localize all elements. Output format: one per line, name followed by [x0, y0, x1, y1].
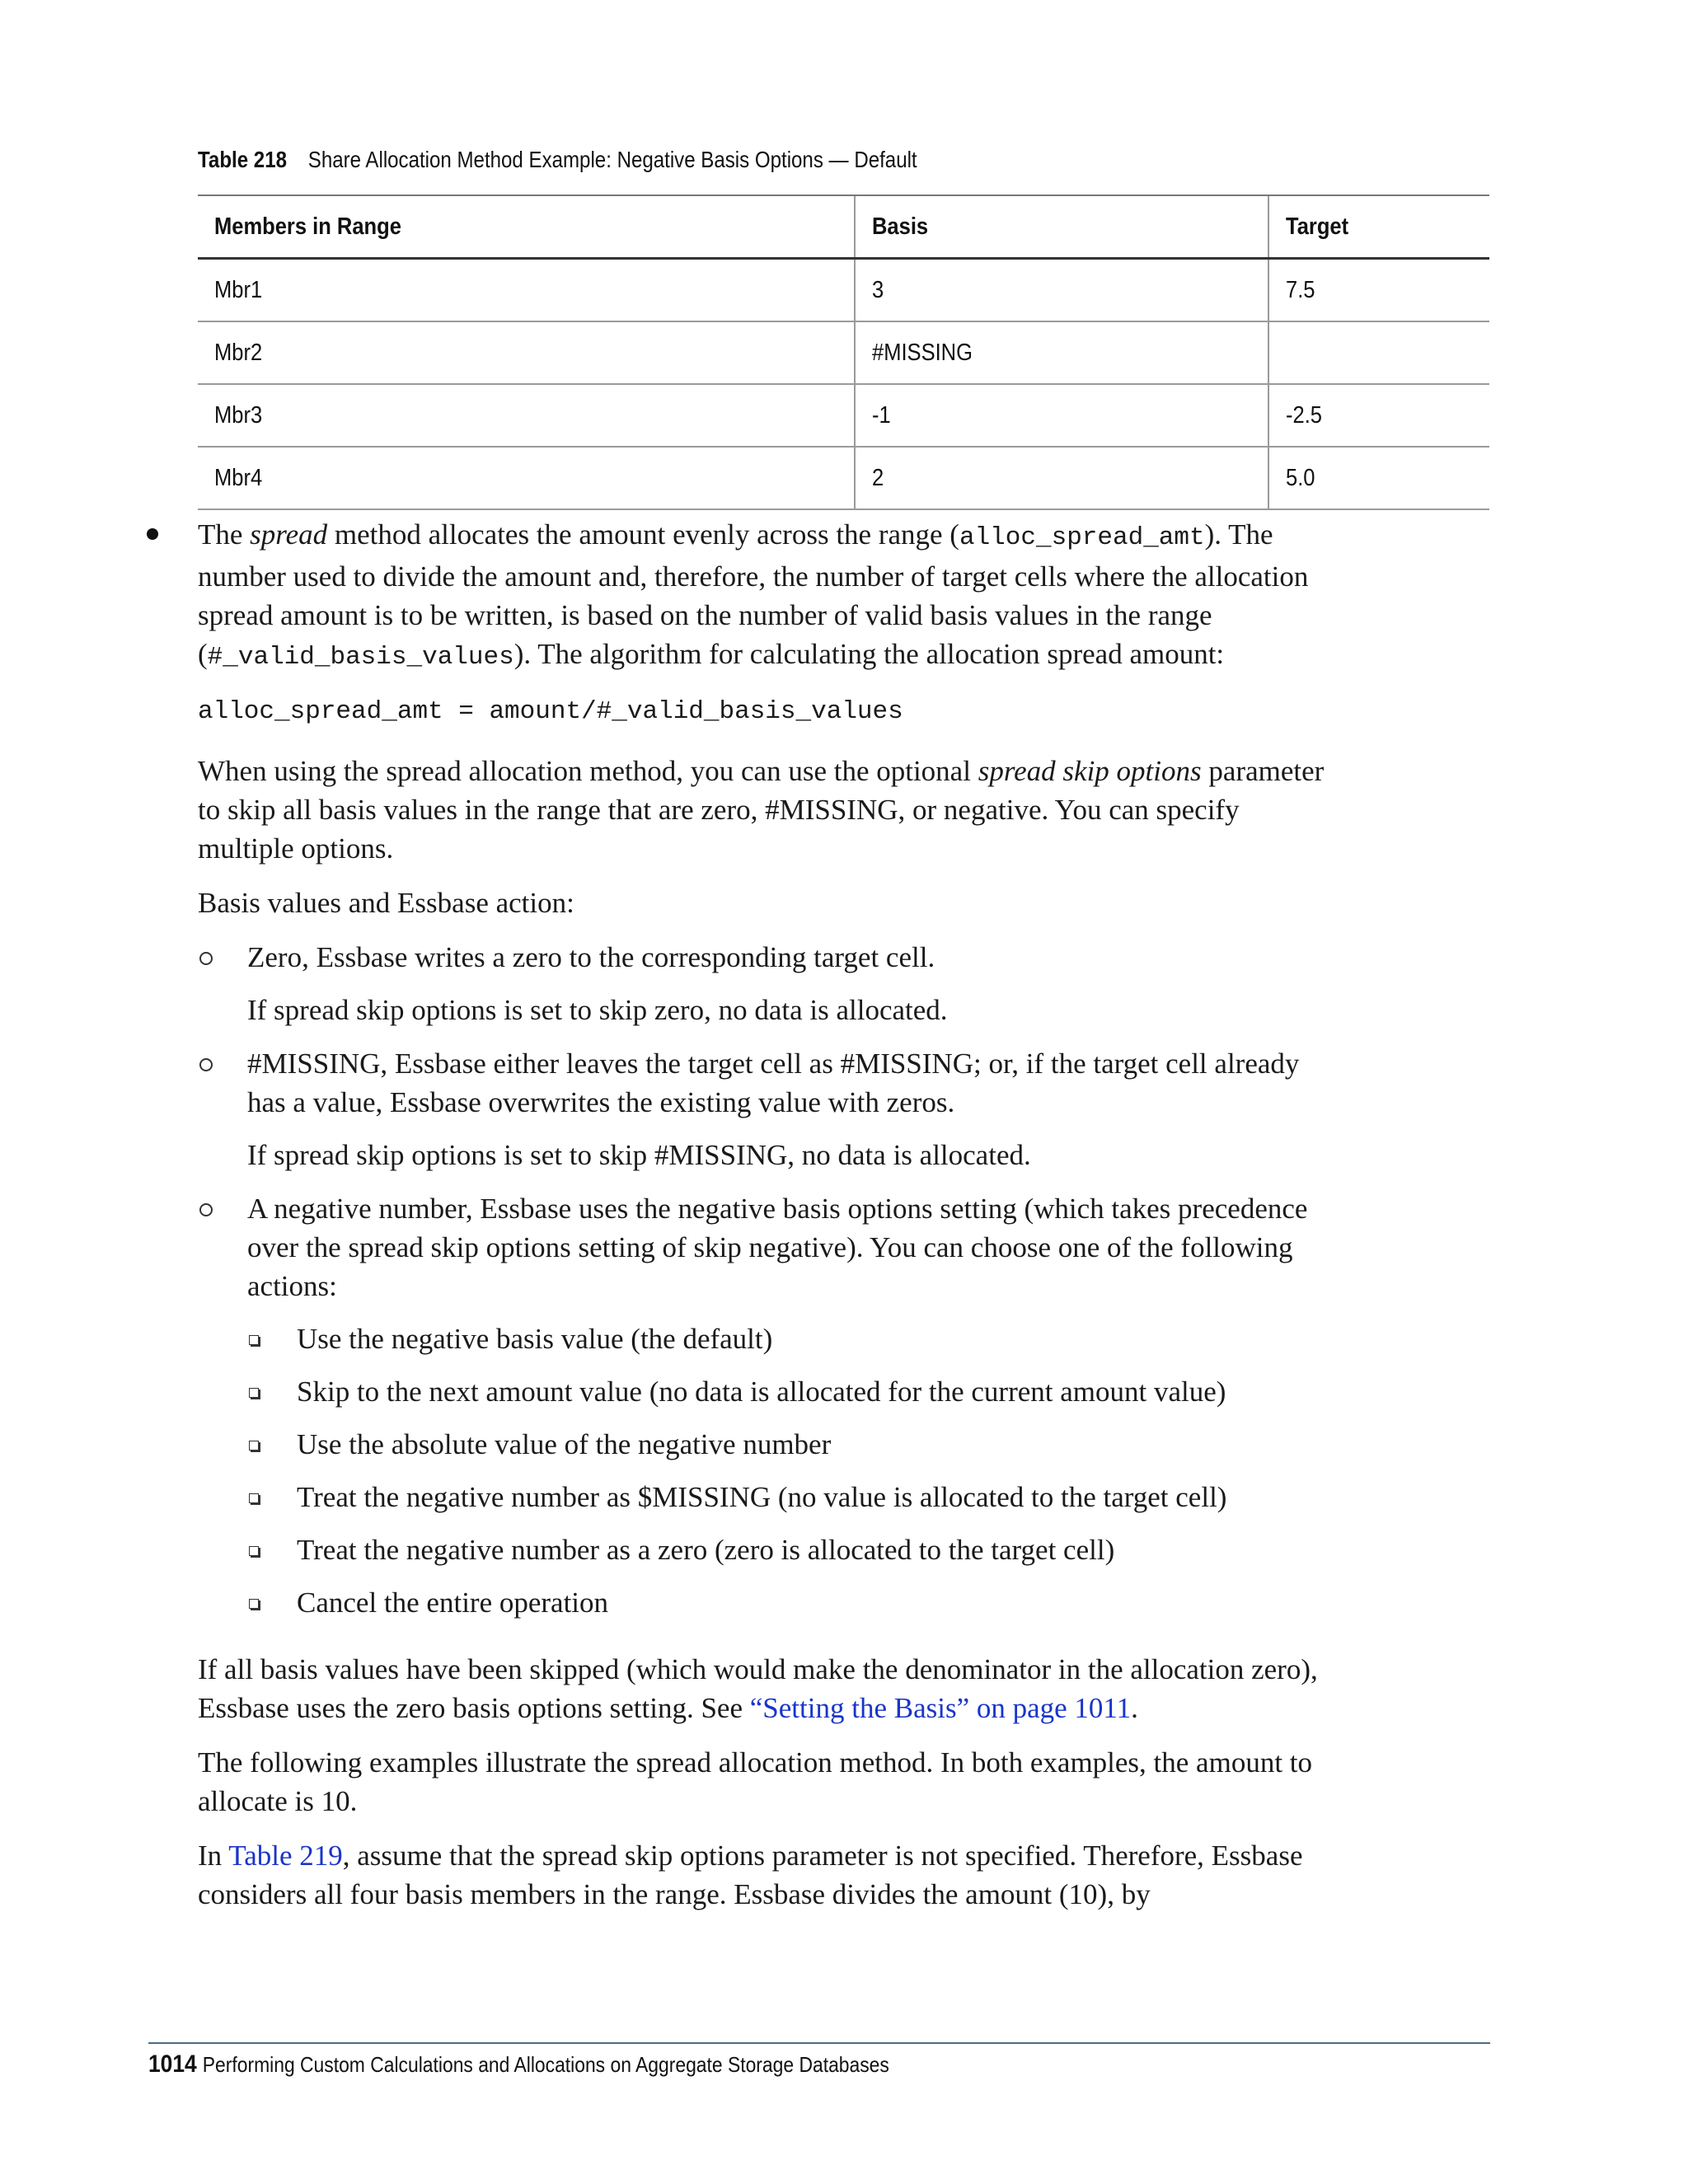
- list-item: Treat the negative number as $MISSING (no value is allocated to the target cell): [247, 1478, 1327, 1516]
- setting-the-basis-link[interactable]: “Setting the Basis” on page 1011: [749, 1692, 1132, 1724]
- allocation-table: [198, 194, 1489, 510]
- table-caption: [198, 147, 917, 173]
- column-header-members: Members in Range: [198, 195, 855, 259]
- bullet-icon: [147, 528, 158, 540]
- square-bullet-icon: [249, 1441, 259, 1451]
- table-cell: 7.5: [1268, 259, 1489, 322]
- table-row: [198, 321, 1489, 384]
- table-cell: Mbr1: [198, 259, 855, 322]
- skip-options-paragraph: When using the spread allocation method, you can use the optional spread skip options parameter to skip all basis values in the range that are zero, #MISSING, or negative. You can specify multiple options.: [198, 755, 1325, 865]
- square-bullet-icon: [249, 1546, 259, 1556]
- page-number: 1014: [148, 2050, 197, 2078]
- examples-paragraph: The following examples illustrate the spread allocation method. In both examples, the amount to allocate is 10.: [198, 1746, 1313, 1817]
- footer-divider: [148, 2042, 1490, 2044]
- table-219-paragraph: In Table 219, assume that the spread skip options parameter is not specified. Therefore, Essbase considers all four basis members in the range. Essbase divides the amount (10), by: [198, 1840, 1303, 1910]
- column-header-basis: Basis: [855, 195, 1268, 259]
- list-item: A negative number, Essbase uses the negative basis options setting (which takes precedence over the spread skip options setting of skip negative). You can choose one of the following actions: Use the negative basis value (the default) Skip to the next amount value (no data is allocated for the current amount value) Use the absolute value of the negative number Treat the negative number as $MISSING (no value is allocated to the target cell) Treat the negative number as a zero (zero is allocated to the target cell) Cancel the entire operation: [198, 1189, 1327, 1622]
- table-cell: #MISSING: [855, 321, 1268, 384]
- table-cell: 3: [855, 259, 1268, 322]
- list-item: Skip to the next amount value (no data is allocated for the current amount value): [247, 1372, 1327, 1411]
- table-cell: Mbr4: [198, 447, 855, 509]
- table-row: [198, 447, 1489, 509]
- square-bullet-icon: [249, 1388, 259, 1398]
- table-cell: -2.5: [1268, 384, 1489, 447]
- list-item: Use the negative basis value (the default): [247, 1319, 1327, 1358]
- table-cell: [1268, 321, 1489, 384]
- list-item: Cancel the entire operation: [247, 1583, 1327, 1622]
- spread-method-paragraph: The spread method allocates the amount evenly across the range (alloc_spread_amt). The number used to divide the amount and, therefore, the number of target cells where the allocation spread amount is to be written, is based on the number of valid basis values in the range (#_valid_basis_values). The algorithm for calculating the allocation spread amount:: [198, 515, 1327, 677]
- table-caption-number: Table 218: [198, 147, 287, 172]
- zero-basis-paragraph: If all basis values have been skipped (which would make the denominator in the allocation zero), Essbase uses the zero basis options setting. See “Setting the Basis” on page 1011.: [198, 1653, 1318, 1724]
- list-item: Use the absolute value of the negative number: [247, 1425, 1327, 1464]
- table-header-row: [198, 195, 1489, 259]
- list-item: Treat the negative number as a zero (zero is allocated to the target cell): [247, 1530, 1327, 1569]
- circle-bullet-icon: [199, 952, 213, 965]
- basis-values-heading: Basis values and Essbase action:: [198, 887, 574, 919]
- page-footer: [148, 2050, 889, 2079]
- body-text: [198, 515, 1327, 1929]
- list-item: #MISSING, Essbase either leaves the target cell as #MISSING; or, if the target cell already has a value, Essbase overwrites the existing value with zeros. If spread skip options is set to skip #MISSING, no data is allocated.: [198, 1044, 1327, 1174]
- chapter-title: Performing Custom Calculations and Allocations on Aggregate Storage Databases: [202, 2052, 889, 2077]
- square-bullet-icon: [249, 1493, 259, 1503]
- table-cell: Mbr3: [198, 384, 855, 447]
- table-219-link[interactable]: Table 219: [228, 1840, 343, 1872]
- table-row: [198, 259, 1489, 322]
- square-bullet-icon: [249, 1599, 259, 1609]
- table-cell: 2: [855, 447, 1268, 509]
- formula-code: alloc_spread_amt = amount/#_valid_basis_values: [198, 697, 903, 726]
- table-cell: 5.0: [1268, 447, 1489, 509]
- table-row: [198, 384, 1489, 447]
- square-bullet-icon: [249, 1335, 259, 1345]
- table-cell: -1: [855, 384, 1268, 447]
- column-header-target: Target: [1268, 195, 1489, 259]
- basis-values-list: [198, 938, 1327, 1622]
- table-cell: Mbr2: [198, 321, 855, 384]
- circle-bullet-icon: [199, 1058, 213, 1071]
- list-item: Zero, Essbase writes a zero to the corresponding target cell. If spread skip options is set to skip zero, no data is allocated.: [198, 938, 1327, 1029]
- negative-actions-list: [247, 1319, 1327, 1622]
- circle-bullet-icon: [199, 1203, 213, 1216]
- table-caption-title: Share Allocation Method Example: Negative Basis Options — Default: [307, 147, 917, 172]
